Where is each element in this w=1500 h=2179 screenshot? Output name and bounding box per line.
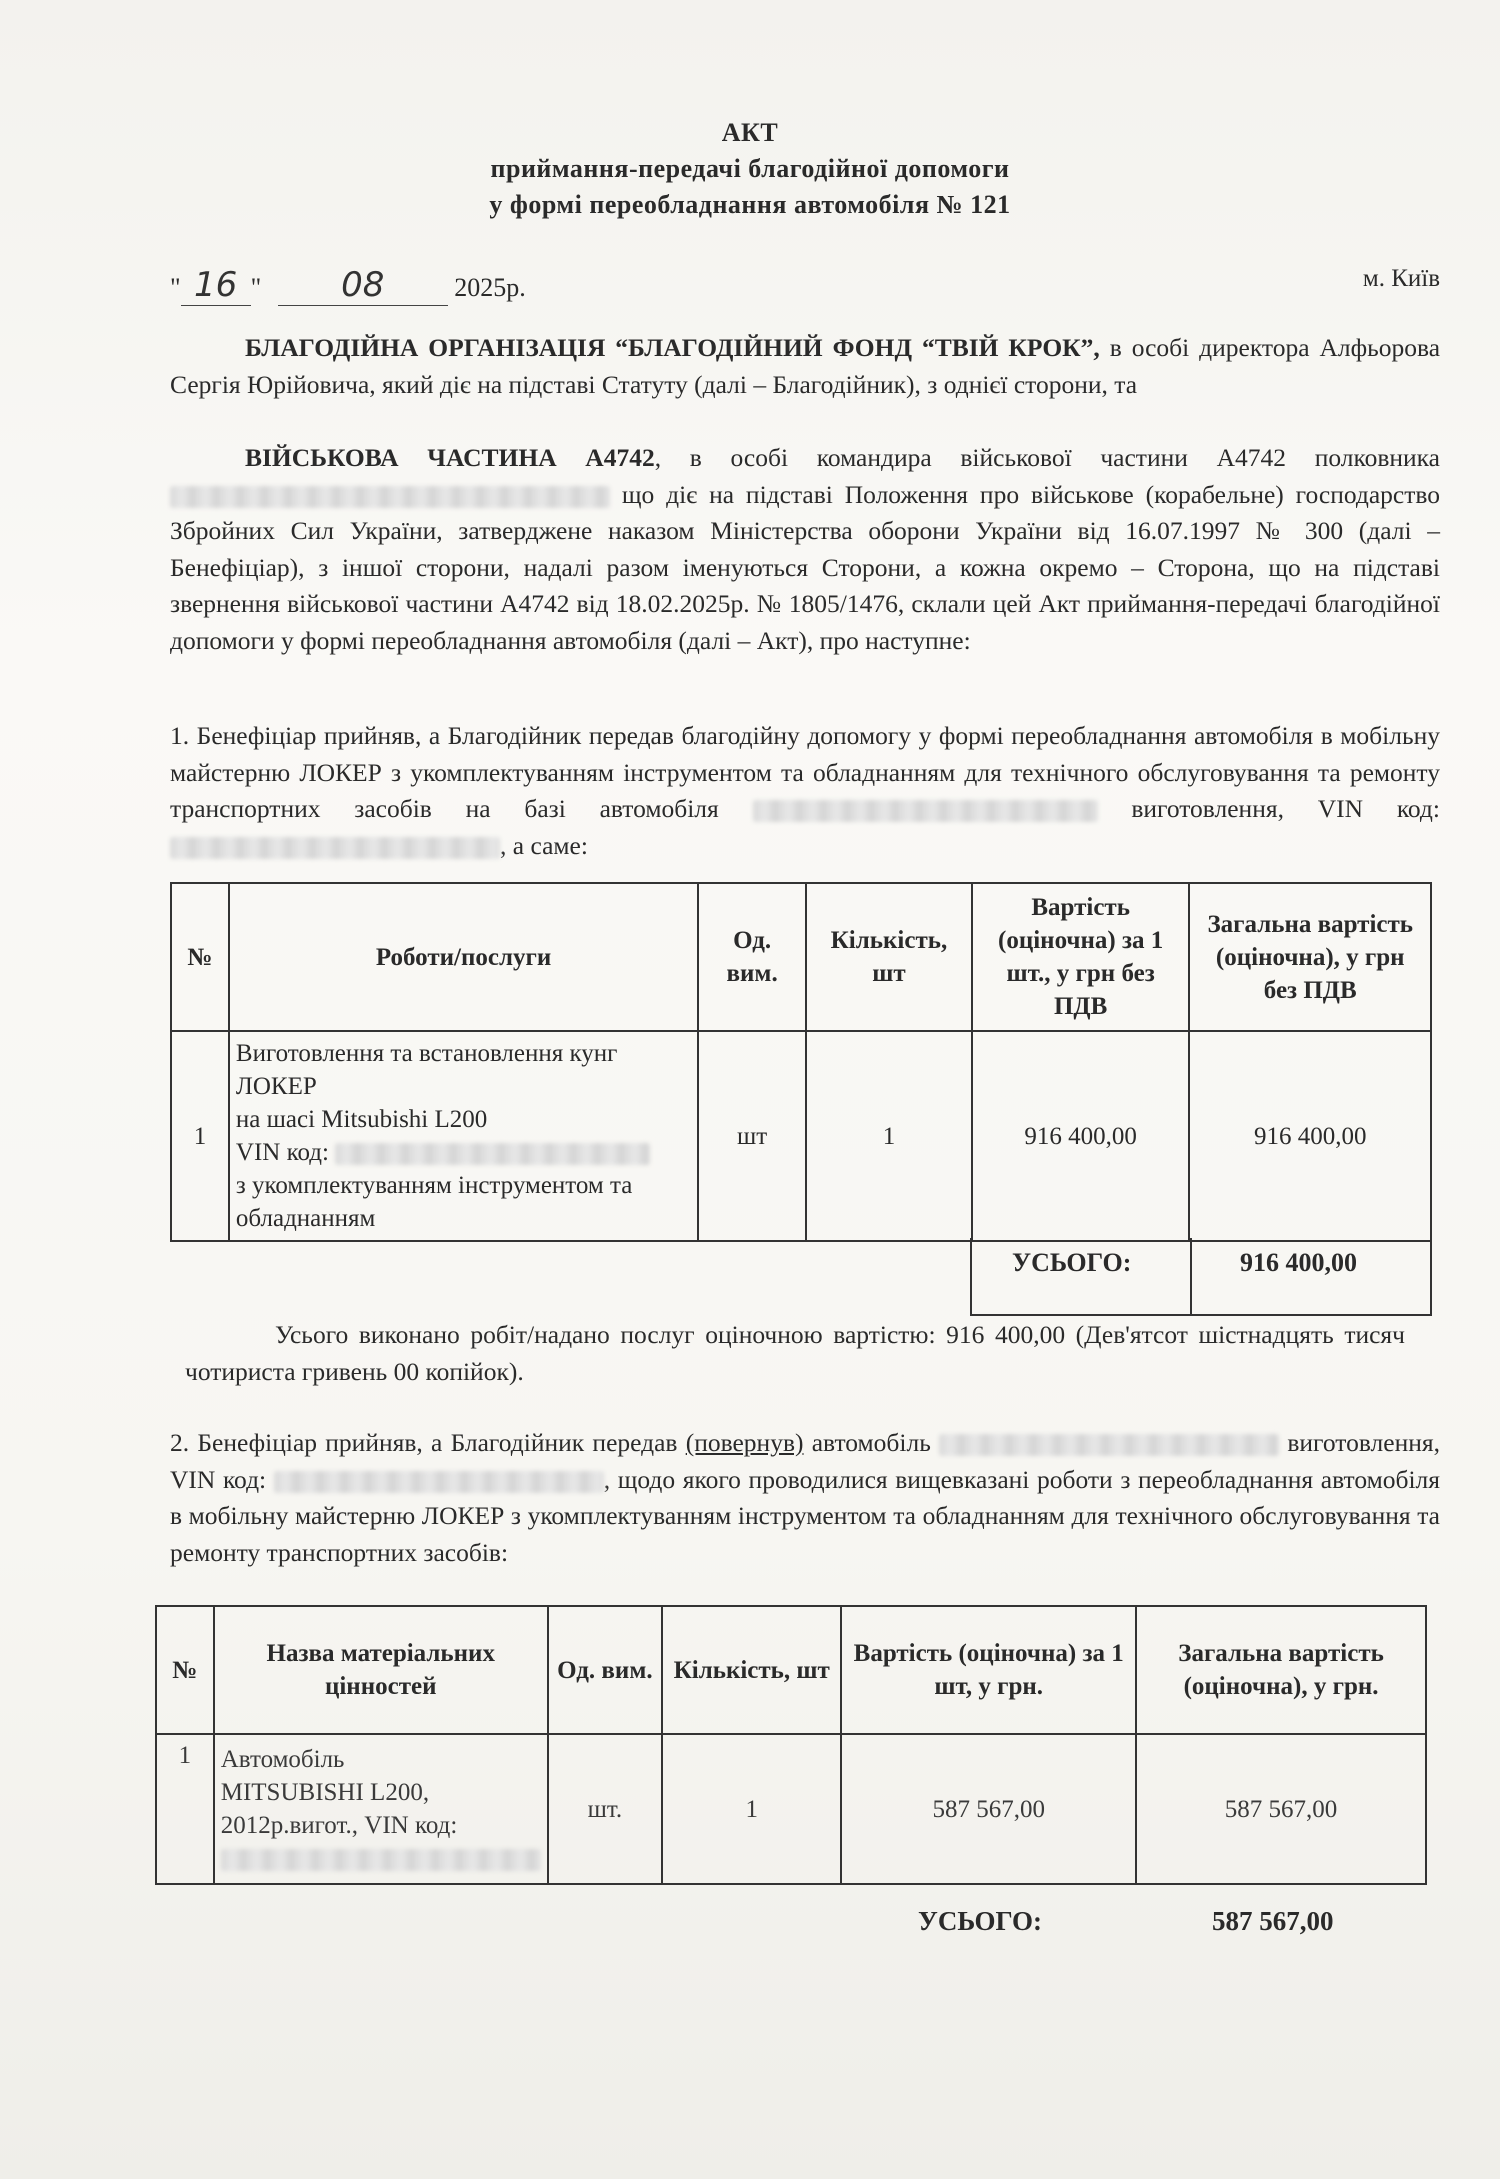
redacted-vehicle-2 — [939, 1434, 1279, 1456]
section2-text-1: 2. Бенефіціар прийняв, а Благодійник передав — [170, 1428, 686, 1457]
assets-table — [155, 1605, 1427, 1885]
section2-text-4: , щодо якого проводилися вищевказані роботи з переобладнання автомобіля в мобільну майстерню ЛОКЕР з укомплектуванням інструментом та обладнанням для технічного обслуговування та ремонту транспортних засобів: — [170, 1464, 1440, 1567]
row-desc-line-1: Виготовлення та встановлення кунг ЛОКЕР — [235, 1040, 618, 1100]
col-header-price: Вартість (оціночна) за 1 шт., у грн без ПДВ — [972, 883, 1190, 1031]
col-header-services: Роботи/послуги — [229, 883, 698, 1031]
row-desc-line-4 — [221, 1842, 541, 1875]
col-header-total: Загальна вартість (оціночна), у грн. — [1136, 1606, 1426, 1734]
table-row — [156, 1734, 1426, 1884]
services-total-value: 916 400,00 — [1240, 1248, 1357, 1277]
row-description — [214, 1734, 548, 1884]
date-day: 16 — [193, 265, 238, 305]
redacted-vin-table2 — [221, 1849, 541, 1871]
row-vin-label: VIN код: — [235, 1139, 329, 1166]
row-desc-line-2: на шасі Mitsubishi L200 — [235, 1106, 488, 1133]
charity-name: БЛАГОДІЙНА ОРГАНІЗАЦІЯ “БЛАГОДІЙНИЙ ФОНД “ТВІЙ КРОК”, — [245, 333, 1100, 362]
date-year: 2025р. — [454, 273, 526, 302]
date-day-field — [181, 265, 251, 306]
col-header-unit: Од. вим. — [548, 1606, 662, 1734]
row-desc-line-1: Автомобіль — [220, 1746, 345, 1773]
party-unit-paragraph — [170, 440, 1440, 659]
act-subtitle-1: приймання-передачі благодійної допомоги — [490, 154, 1010, 183]
section2-text-3: виготовлення, VIN код: — [170, 1428, 1440, 1494]
date-month: 08 — [341, 265, 385, 305]
unit-name: ВІЙСЬКОВА ЧАСТИНА А4742 — [245, 443, 655, 472]
row-description — [229, 1031, 698, 1241]
services-total-divider — [1190, 1238, 1192, 1314]
services-total-box — [970, 1238, 1432, 1316]
col-header-qty: Кількість, шт — [662, 1606, 841, 1734]
services-table-header — [171, 883, 1431, 1031]
unit-description-1: , в особі командира військової частини А4742 полковника — [654, 443, 1440, 472]
row-qty: 1 — [662, 1734, 841, 1884]
row-desc-line-2: MITSUBISHI L200, — [220, 1779, 430, 1806]
act-title: АКТ — [721, 118, 779, 147]
row-total: 916 400,00 — [1189, 1031, 1431, 1241]
col-header-asset-name: Назва матеріальних цінностей — [214, 1606, 548, 1734]
section2-returned: (повернув) — [685, 1428, 804, 1457]
col-header-total: Загальна вартість (оціночна), у грн без ПДВ — [1189, 883, 1431, 1031]
row-total: 587 567,00 — [1136, 1734, 1426, 1884]
date-open-quote: " — [170, 273, 181, 302]
col-header-num: № — [171, 883, 229, 1031]
date-close-quote: " — [250, 273, 262, 302]
table-row — [171, 1031, 1431, 1241]
section1-text-2: виготовлення, VIN код: — [1097, 794, 1440, 823]
unit-description-2: що діє на підставі Положення про військове (корабельне) господарство Збройних Сил України, затверджене наказом Міністерства оборони України від 16.07.1997 № 300 (далі – Бенефіціар), з іншої сторони, надалі разом іменуються Сторони, а кожна окремо – Сторона, що на підставі звернення військової частини А4742 від 18.02.2025р. № 1805/1476, склали цей Акт приймання-передачі благодійної допомоги у формі переобладнання автомобіля (далі – Акт), про наступне: — [170, 479, 1440, 655]
party-charity-paragraph — [170, 330, 1440, 403]
act-subtitle-2: у формі переобладнання автомобіля № 121 — [489, 190, 1011, 219]
row-desc-line-3 — [236, 1136, 691, 1169]
row-desc-line-3: 2012р.вигот., VIN код: — [220, 1812, 458, 1839]
section2-paragraph — [170, 1425, 1440, 1571]
row-unit: шт — [698, 1031, 806, 1241]
redacted-commander-name — [170, 486, 610, 508]
row-desc-line-4: з укомплектуванням інструментом та обладнанням — [235, 1172, 633, 1232]
row-qty: 1 — [806, 1031, 972, 1241]
section1-text-3: , а саме: — [500, 830, 588, 860]
redacted-vin-1 — [170, 837, 500, 859]
services-total-label: УСЬОГО: — [1012, 1248, 1132, 1277]
assets-table-header — [156, 1606, 1426, 1734]
section1-summary: Усього виконано робіт/надано послуг оціночною вартістю: 916 400,00 (Дев'ятсот шістнадцять тисяч чотириста гривень 00 копійок). — [185, 1320, 1405, 1386]
date-line — [170, 265, 1440, 306]
redacted-vehicle-1 — [753, 800, 1098, 822]
assets-total-value: 587 567,00 — [1212, 1906, 1334, 1936]
redacted-vin-table1 — [335, 1143, 650, 1165]
section1-text-1: 1. Бенефіціар прийняв, а Благодійник передав благодійну допомогу у формі переобладнання автомобіля в мобільну майстерню ЛОКЕР з укомплектуванням інструментом та обладнанням для технічного обслуговування та ремонту транспортних засобів на базі автомобіля — [170, 721, 1440, 823]
redacted-vin-2 — [274, 1471, 604, 1493]
row-price: 587 567,00 — [841, 1734, 1136, 1884]
row-num: 1 — [156, 1734, 214, 1884]
row-price: 916 400,00 — [972, 1031, 1190, 1241]
section2-text-2: автомобіль — [803, 1428, 940, 1457]
col-header-num: № — [156, 1606, 214, 1734]
row-unit: шт. — [548, 1734, 662, 1884]
charity-description: в особі директора Алфьорова Сергія Юрійовича, який діє на підставі Статуту (далі – Благодійник), з однієї сторони, та — [170, 333, 1441, 399]
row-num: 1 — [171, 1031, 229, 1241]
col-header-price: Вартість (оціночна) за 1 шт, у грн. — [841, 1606, 1136, 1734]
city: м. Київ — [1362, 265, 1440, 292]
services-table — [170, 882, 1432, 1242]
col-header-qty: Кількість, шт — [806, 883, 972, 1031]
assets-total-label: УСЬОГО: — [918, 1906, 1042, 1936]
section1-paragraph — [170, 718, 1440, 864]
col-header-unit: Од. вим. — [698, 883, 806, 1031]
date-month-field — [278, 265, 448, 306]
